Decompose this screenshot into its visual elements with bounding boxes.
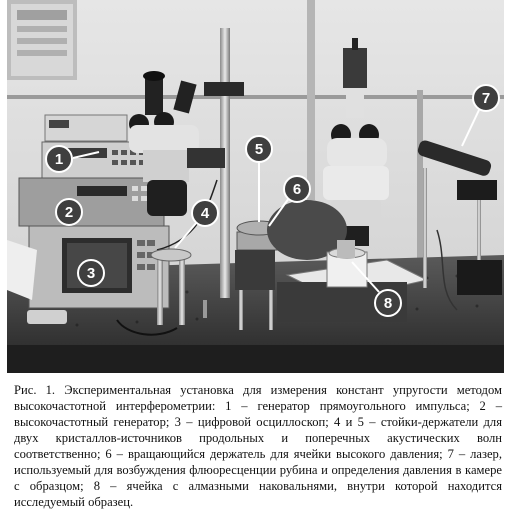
figure-caption: Рис. 1. Экспериментальная установка для измерения констант упругости методом высокочастотной интерферометрии: 1 – генератор прямоугольного импульса; 2 – высокочастотный генератор; 3 – цифровой осциллоскоп; 4 и 5 – стойки-держатели для двух кристаллов-источников продольных и поперечных акустических волн соответственно; 6 – вращающийся держатель для ячейки высокого давления; 7 – лазер, используемый для возбуждения флюоресценции рубина и определения давления в камере с образцом; 8 – ячейка с алмазными наковальнями, внутри которой находится исследуемый образец. (14, 383, 502, 509)
lab-setup-photo (7, 0, 504, 373)
callout-8-label: 8 (383, 295, 393, 312)
callout-1-label: 1 (54, 151, 64, 168)
callout-3-label: 3 (86, 265, 96, 282)
callout-7-label: 7 (481, 90, 491, 107)
callout-5-label: 5 (254, 141, 264, 158)
callout-4-label: 4 (200, 205, 210, 222)
callout-6-label: 6 (292, 181, 302, 198)
callout-2-label: 2 (64, 204, 74, 221)
